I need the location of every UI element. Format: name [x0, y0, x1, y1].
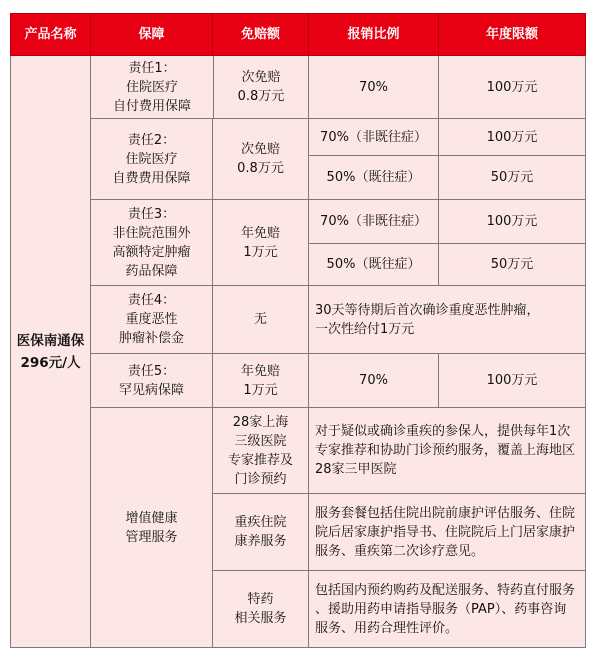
limit-cell: 100万元 — [439, 200, 586, 244]
header-coverage: 保障 — [91, 14, 213, 56]
coverage-title: 责任2： — [127, 132, 176, 148]
ratio-cell: 70%（非既往症） — [309, 200, 439, 244]
description-line: 、援助用药申请指导服务（PAP）、药事咨询 — [315, 601, 567, 617]
deductible-amount: 0.8万元 — [237, 161, 284, 176]
deductible-type: 次免赔 — [240, 142, 280, 157]
deductible-type: 次免赔 — [241, 70, 281, 85]
coverage-title: 责任5： — [127, 363, 176, 379]
coverage-name: 肿瘤补偿金 — [118, 331, 184, 346]
coverage-cell — [91, 200, 213, 286]
service-name-cell — [213, 408, 309, 494]
ratio-cell: 50%（既往症） — [309, 244, 439, 286]
value-added-service-cell — [91, 408, 213, 648]
service-name-cell — [213, 571, 309, 648]
table-row — [11, 408, 586, 494]
deductible-cell — [213, 354, 309, 408]
description-line: 一次性给付1万元 — [315, 321, 415, 337]
limit-cell: 50万元 — [439, 244, 586, 286]
table-row — [11, 200, 586, 244]
ratio-cell: 50%（既往症） — [309, 156, 439, 200]
service-name: 专家推荐及 — [227, 452, 293, 468]
service-name: 门诊预约 — [234, 471, 287, 487]
service-name-cell — [213, 494, 309, 571]
deductible-cell: 无 — [213, 286, 309, 354]
service-name: 重疾住院 — [234, 515, 287, 530]
ratio-cell: 70%（非既往症） — [309, 119, 439, 156]
service-group-name: 管理服务 — [125, 529, 178, 545]
insurance-plan-table — [10, 13, 586, 648]
description-line: 服务、重疾第二次诊疗意见。 — [315, 543, 485, 559]
service-name: 相关服务 — [234, 611, 287, 626]
description-line: 专家推荐和协助门诊预约服务，覆盖上海地区 — [315, 443, 576, 458]
coverage-name: 住院医疗 — [125, 151, 178, 167]
product-price: 296元/人 — [20, 354, 81, 371]
coverage-name: 罕见病保障 — [118, 382, 184, 398]
service-name: 三级医院 — [234, 433, 287, 449]
header-annual-limit: 年度限额 — [439, 14, 586, 56]
deductible-cell — [213, 200, 309, 286]
header-reimbursement-ratio: 报销比例 — [309, 14, 439, 56]
description-line: 院后居家康护指导书、住院院后上门居家康护 — [315, 524, 576, 540]
service-name: 康养服务 — [234, 534, 287, 549]
coverage-title: 责任3： — [127, 206, 176, 222]
description-line: 对于疑似或确诊重疾的参保人，提供每年1次 — [315, 424, 571, 439]
coverage-cell — [91, 354, 213, 408]
table-row — [11, 56, 586, 119]
coverage-cell — [91, 119, 213, 200]
description-line: 30天等待期后首次确诊重度恶性肿瘤， — [315, 302, 540, 318]
coverage-name: 重度恶性 — [125, 312, 178, 327]
service-description-cell — [309, 494, 586, 571]
service-description-cell — [309, 571, 586, 648]
service-description-cell — [309, 408, 586, 494]
description-line: 服务、用药合理性评价。 — [315, 620, 459, 636]
product-name: 医保南通保 — [16, 332, 85, 349]
deductible-type: 年免赔 — [240, 363, 280, 379]
deductible-amount: 1万元 — [243, 382, 278, 398]
limit-cell: 100万元 — [439, 354, 586, 408]
coverage-name: 自付费用保障 — [112, 98, 191, 114]
limit-cell: 100万元 — [439, 56, 586, 119]
coverage-name: 自费费用保障 — [112, 170, 191, 186]
limit-cell: 50万元 — [439, 156, 586, 200]
deductible-type: 年免赔 — [240, 225, 280, 241]
header-deductible: 免赔额 — [213, 14, 309, 56]
description-line: 服务套餐包括住院出院前康护评估服务、住院 — [315, 505, 576, 521]
coverage-name: 药品保障 — [125, 263, 178, 279]
ratio-cell: 70% — [309, 354, 439, 408]
coverage-name: 高额特定肿瘤 — [112, 244, 191, 260]
service-name: 28家上海 — [232, 414, 289, 430]
ratio-cell: 70% — [309, 56, 439, 119]
service-name: 特药 — [247, 592, 274, 607]
description-line: 28家三甲医院 — [315, 462, 397, 477]
table-header-row — [11, 14, 586, 56]
coverage-cell — [91, 56, 309, 119]
deductible-cell — [213, 119, 309, 200]
description-line: 包括国内预约购药及配送服务、特药直付服务 — [315, 582, 576, 598]
coverage-name: 非住院范围外 — [112, 225, 191, 241]
coverage-title: 责任4： — [127, 293, 176, 308]
description-cell — [309, 286, 586, 354]
product-name-cell — [11, 56, 91, 648]
service-group-name: 增值健康 — [125, 510, 178, 526]
table-row — [11, 354, 586, 408]
coverage-title: 责任1： — [128, 60, 176, 76]
header-product-name: 产品名称 — [11, 14, 91, 56]
table-row — [11, 119, 586, 156]
deductible-amount: 1万元 — [243, 244, 278, 260]
coverage-name: 住院医疗 — [125, 79, 178, 95]
coverage-cell — [91, 286, 213, 354]
limit-cell: 100万元 — [439, 119, 586, 156]
table-row — [11, 286, 586, 354]
deductible-amount: 0.8万元 — [237, 89, 285, 104]
